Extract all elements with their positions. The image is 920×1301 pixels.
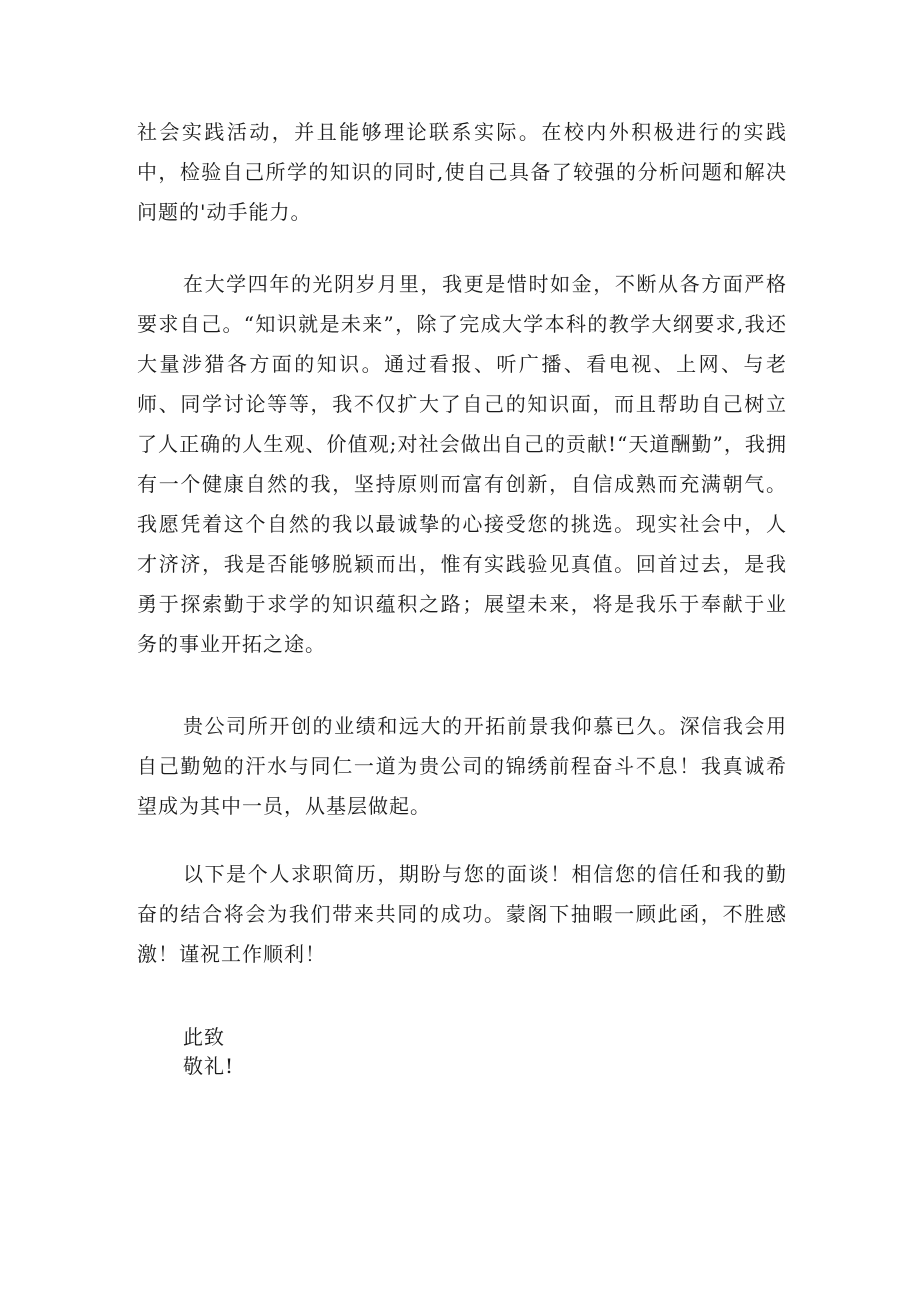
body-paragraph-company-admiration: 贵公司所开创的业绩和远大的开拓前景我仰慕已久。深信我会用自己勤勉的汗水与同仁一道为贵公司的锦绣前程奋斗不息！我真诚希望成为其中一员，从基层做起。 (137, 714, 787, 818)
body-paragraph-university-years: 在大学四年的光阴岁月里，我更是惜时如金，不断从各方面严格要求自己。“知识就是未来”，除了完成大学本科的教学大纲要求,我还大量涉猎各方面的知识。通过看报、听广播、看电视、上网、与老师、同学讨论等等，我不仅扩大了自己的知识面，而且帮助自己树立了人正确的人生观、价值观;对社会做出自己的贡献!“天道酬勤”，我拥有一个健康自然的我，坚持原则而富有创新，自信成熟而充满朝气。我愿凭着这个自然的我以最诚挚的心接受您的挑选。现实社会中，人才济济，我是否能够脱颖而出，惟有实践验见真值。回首过去，是我勇于探索勤于求学的知识蕴积之路；展望未来，将是我乐于奉献于业务的事业开拓之途。 (137, 272, 787, 656)
body-paragraph-resume-attached: 以下是个人求职简历，期盼与您的面谈！相信您的信任和我的勤奋的结合将会为我们带来共同的成功。蒙阁下抽暇一顾此函，不胜感激！谨祝工作顺利！ (137, 862, 787, 966)
closing-regards: 敬礼! (183, 1054, 235, 1078)
closing-salutation: 此致 (183, 1025, 225, 1049)
body-paragraph-practice: 社会实践活动，并且能够理论联系实际。在校内外积极进行的实践中，检验自己所学的知识的同时,使自己具备了较强的分析问题和解决问题的'动手能力。 (137, 120, 787, 224)
